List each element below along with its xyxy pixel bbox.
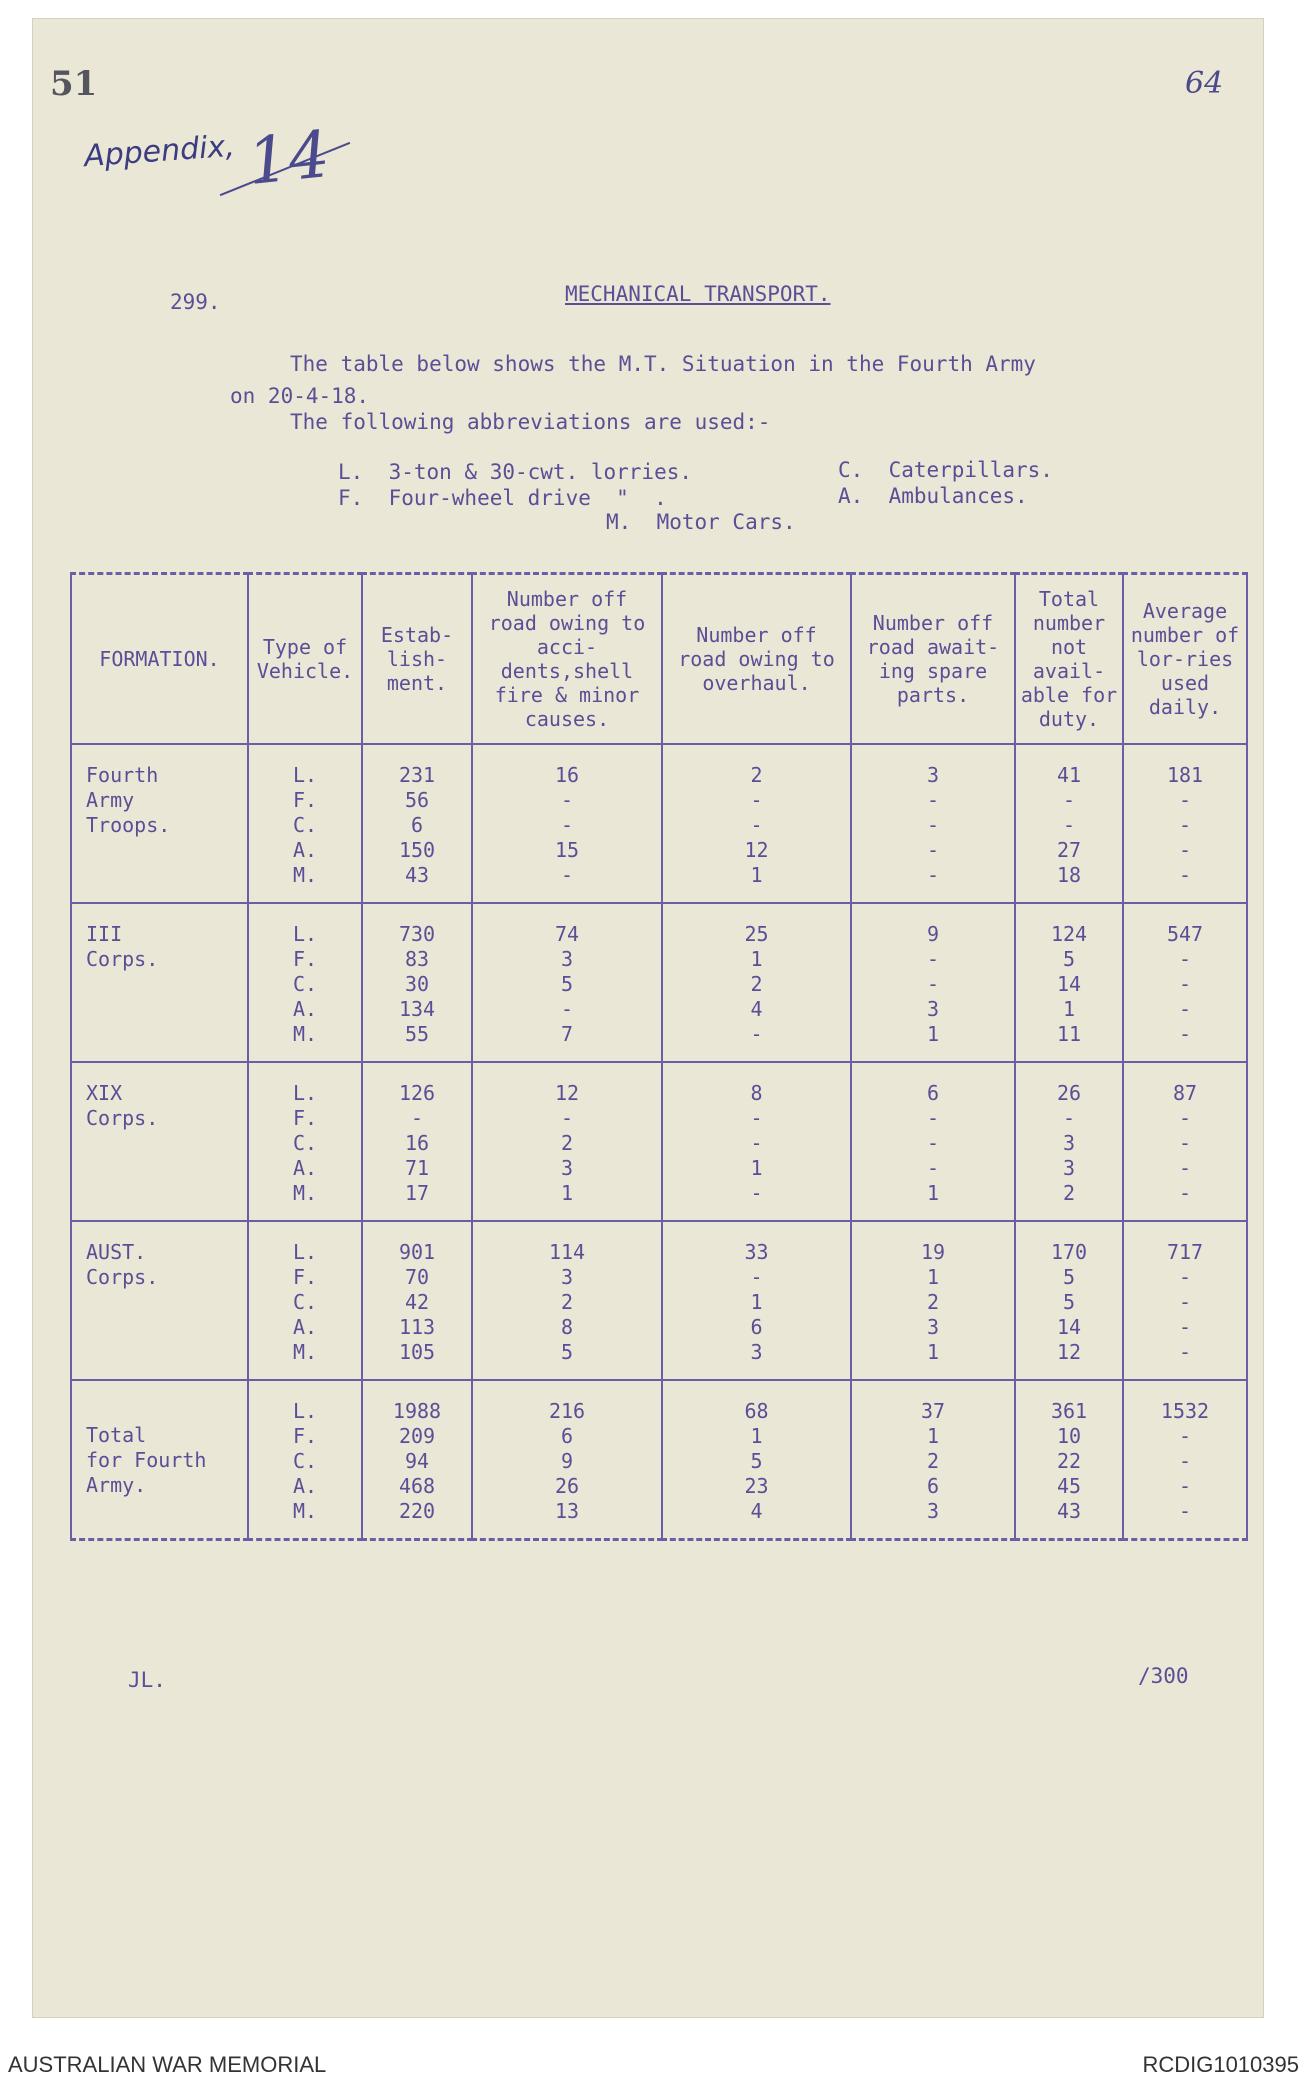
overhaul-value: 23 xyxy=(744,1474,769,1498)
average-daily-value: - xyxy=(1178,1474,1192,1498)
spares-value: - xyxy=(926,838,940,862)
total-unavailable-cell xyxy=(1015,1062,1123,1221)
spares-cell xyxy=(851,744,1015,903)
accidents-value: 74 xyxy=(554,922,580,946)
average-daily-value: - xyxy=(1178,1131,1192,1155)
formation-cell xyxy=(71,903,248,1062)
accidents-cell xyxy=(472,903,662,1062)
table-row xyxy=(71,1221,1247,1380)
vehicle-types-value: A. xyxy=(292,1474,318,1498)
appendix-label: Appendix, xyxy=(82,128,236,175)
overhaul-value: 33 xyxy=(744,1240,769,1264)
spares-value: 1 xyxy=(926,1340,940,1364)
abbreviation-m: M. Motor Cars. xyxy=(606,510,796,534)
accidents-cell xyxy=(472,1221,662,1380)
spares-value: 1 xyxy=(926,1424,940,1448)
vehicle-types-cell xyxy=(248,744,362,903)
spares-value: 3 xyxy=(926,1499,940,1523)
overhaul-value: 4 xyxy=(750,1499,763,1523)
vehicle-types-value: M. xyxy=(292,1022,318,1046)
accidents-value: 12 xyxy=(554,1081,580,1105)
overhaul-value: 6 xyxy=(750,1315,763,1339)
formation-line: XIX xyxy=(86,1081,123,1105)
overhaul-value: 1 xyxy=(750,863,763,887)
overhaul-cell xyxy=(662,1062,851,1221)
spares-value: 3 xyxy=(926,1315,940,1339)
average-daily-value: 547 xyxy=(1166,922,1204,946)
vehicle-types-cell xyxy=(248,1221,362,1380)
overhaul-value: - xyxy=(750,813,763,837)
accidents-value: 2 xyxy=(560,1290,574,1314)
average-daily-value: - xyxy=(1178,788,1192,812)
header-formation: FORMATION. xyxy=(71,574,248,745)
accidents-value: 114 xyxy=(548,1240,586,1264)
abbreviation-c: C. Caterpillars. xyxy=(838,458,1053,482)
spares-cell xyxy=(851,1380,1015,1540)
total-unavailable-value: 27 xyxy=(1056,838,1082,862)
formation-line: Corps. xyxy=(86,1265,159,1289)
accidents-value: - xyxy=(560,997,574,1021)
overhaul-value: 8 xyxy=(750,1081,763,1105)
average-daily-value: - xyxy=(1178,1499,1192,1523)
average-daily-cell xyxy=(1123,1062,1247,1221)
overhaul-value: - xyxy=(750,1131,763,1155)
vehicle-types-cell xyxy=(248,1062,362,1221)
establishment-value: 220 xyxy=(398,1499,436,1523)
total-unavailable-value: 10 xyxy=(1056,1424,1082,1448)
archive-reference: RCDIG1010395 xyxy=(1142,2052,1299,2077)
vehicle-types-value: M. xyxy=(292,1340,318,1364)
formation-line: Corps. xyxy=(86,1106,159,1130)
intro-line-3: The following abbreviations are used:- xyxy=(290,410,771,434)
appendix-number: 14 xyxy=(244,117,334,201)
accidents-value: - xyxy=(560,813,574,837)
accidents-value: 8 xyxy=(560,1315,574,1339)
total-unavailable-value: 12 xyxy=(1056,1340,1082,1364)
formation-line: Fourth xyxy=(86,763,159,787)
total-unavailable-value: 11 xyxy=(1056,1022,1082,1046)
average-daily-cell xyxy=(1123,903,1247,1062)
total-unavailable-value: - xyxy=(1062,813,1076,837)
spares-value: - xyxy=(926,863,940,887)
abbreviation-l: L. 3-ton & 30-cwt. lorries. xyxy=(338,460,693,484)
establishment-value: 901 xyxy=(398,1240,436,1264)
total-unavailable-value: - xyxy=(1062,788,1076,812)
average-daily-value: - xyxy=(1178,947,1192,971)
total-unavailable-value: 1 xyxy=(1062,997,1076,1021)
establishment-value: 70 xyxy=(404,1265,430,1289)
vehicle-types-value: F. xyxy=(292,1424,318,1448)
spares-value: 1 xyxy=(926,1022,940,1046)
mt-situation-table xyxy=(70,572,1248,1541)
accidents-value: - xyxy=(560,788,574,812)
accidents-value: 216 xyxy=(548,1399,586,1423)
typist-initials: JL. xyxy=(128,1668,166,1692)
spares-value: 2 xyxy=(926,1290,940,1314)
accidents-value: 3 xyxy=(560,1156,574,1180)
spares-value: - xyxy=(926,788,940,812)
establishment-value: 1988 xyxy=(392,1399,442,1423)
table-row xyxy=(71,1380,1247,1540)
spares-cell xyxy=(851,903,1015,1062)
header-establishment: Estab-lish-ment. xyxy=(362,574,472,745)
accidents-cell xyxy=(472,744,662,903)
vehicle-types-value: C. xyxy=(292,813,318,837)
total-unavailable-value: 5 xyxy=(1062,947,1076,971)
overhaul-value: 1 xyxy=(750,1424,763,1448)
average-daily-value: 717 xyxy=(1166,1240,1204,1264)
total-unavailable-value: 43 xyxy=(1056,1499,1082,1523)
intro-line-2: on 20-4-18. xyxy=(230,384,370,408)
spares-value: - xyxy=(926,813,940,837)
vehicle-types-value: F. xyxy=(292,1265,318,1289)
total-unavailable-value: 22 xyxy=(1056,1449,1082,1473)
spares-value: 9 xyxy=(926,922,940,946)
average-daily-value: 87 xyxy=(1172,1081,1198,1105)
total-unavailable-value: 18 xyxy=(1056,863,1082,887)
overhaul-value: - xyxy=(750,788,763,812)
average-daily-value: - xyxy=(1178,972,1192,996)
spares-value: 19 xyxy=(920,1240,946,1264)
establishment-cell xyxy=(362,903,472,1062)
total-unavailable-value: 3 xyxy=(1062,1156,1076,1180)
total-unavailable-value: 2 xyxy=(1062,1181,1076,1205)
vehicle-types-value: L. xyxy=(292,922,318,946)
overhaul-cell xyxy=(662,903,851,1062)
spares-value: - xyxy=(926,1106,940,1130)
total-unavailable-cell xyxy=(1015,744,1123,903)
formation-line: Troops. xyxy=(86,813,171,837)
overhaul-value: 5 xyxy=(750,1449,763,1473)
accidents-value: 16 xyxy=(554,763,580,787)
average-daily-value: - xyxy=(1178,1315,1192,1339)
spares-value: 6 xyxy=(926,1474,940,1498)
overhaul-value: 4 xyxy=(750,997,763,1021)
vehicle-types-value: A. xyxy=(292,1315,318,1339)
document-heading: MECHANICAL TRANSPORT. xyxy=(565,282,831,306)
total-unavailable-value: 3 xyxy=(1062,1131,1076,1155)
establishment-value: 209 xyxy=(398,1424,436,1448)
formation-line: AUST. xyxy=(86,1240,147,1264)
vehicle-types-value: C. xyxy=(292,1131,318,1155)
folio-number: 64 xyxy=(1185,66,1224,101)
average-daily-value: - xyxy=(1178,1156,1192,1180)
overhaul-value: 12 xyxy=(744,838,769,862)
establishment-value: 43 xyxy=(404,863,430,887)
spares-value: 3 xyxy=(926,763,940,787)
establishment-value: 105 xyxy=(398,1340,436,1364)
accidents-cell xyxy=(472,1380,662,1540)
average-daily-value: - xyxy=(1178,1290,1192,1314)
table-header-row xyxy=(71,574,1247,745)
establishment-value: - xyxy=(410,1106,424,1130)
vehicle-types-cell xyxy=(248,903,362,1062)
spares-value: 2 xyxy=(926,1449,940,1473)
accidents-cell xyxy=(472,1062,662,1221)
vehicle-types-value: L. xyxy=(292,1081,318,1105)
average-daily-value: - xyxy=(1178,997,1192,1021)
average-daily-value: 1532 xyxy=(1160,1399,1210,1423)
establishment-value: 150 xyxy=(398,838,436,862)
accidents-value: 7 xyxy=(560,1022,574,1046)
vehicle-types-value: L. xyxy=(292,1240,318,1264)
vehicle-types-value: C. xyxy=(292,972,318,996)
total-unavailable-value: 45 xyxy=(1056,1474,1082,1498)
total-unavailable-cell xyxy=(1015,1380,1123,1540)
overhaul-value: 68 xyxy=(744,1399,769,1423)
overhaul-value: 3 xyxy=(750,1340,763,1364)
table-row xyxy=(71,744,1247,903)
average-daily-value: - xyxy=(1178,813,1192,837)
accidents-value: 6 xyxy=(560,1424,574,1448)
accidents-value: 26 xyxy=(554,1474,580,1498)
spares-cell xyxy=(851,1062,1015,1221)
formation-line: III xyxy=(86,922,123,946)
spares-value: - xyxy=(926,1156,940,1180)
vehicle-types-value: A. xyxy=(292,997,318,1021)
establishment-value: 71 xyxy=(404,1156,430,1180)
accidents-value: 9 xyxy=(560,1449,574,1473)
average-daily-value: - xyxy=(1178,838,1192,862)
abbreviation-a: A. Ambulances. xyxy=(838,484,1028,508)
total-unavailable-value: 5 xyxy=(1062,1290,1076,1314)
vehicle-types-value: M. xyxy=(292,863,318,887)
average-daily-value: - xyxy=(1178,1340,1192,1364)
vehicle-types-value: F. xyxy=(292,788,318,812)
vehicle-types-value: M. xyxy=(292,1499,318,1523)
accidents-value: - xyxy=(560,863,574,887)
total-unavailable-value: 14 xyxy=(1056,972,1082,996)
establishment-value: 126 xyxy=(398,1081,436,1105)
spares-value: 1 xyxy=(926,1181,940,1205)
establishment-value: 730 xyxy=(398,922,436,946)
formation-cell xyxy=(71,1062,248,1221)
vehicle-types-value: C. xyxy=(292,1449,318,1473)
average-daily-value: 181 xyxy=(1166,763,1204,787)
total-unavailable-cell xyxy=(1015,903,1123,1062)
total-unavailable-value: - xyxy=(1062,1106,1076,1130)
spares-value: 6 xyxy=(926,1081,940,1105)
vehicle-types-value: F. xyxy=(292,947,318,971)
formation-cell xyxy=(71,1380,248,1540)
spares-cell xyxy=(851,1221,1015,1380)
average-daily-cell xyxy=(1123,744,1247,903)
average-daily-cell xyxy=(1123,1380,1247,1540)
formation-cell xyxy=(71,744,248,903)
establishment-value: 17 xyxy=(404,1181,430,1205)
abbreviation-f: F. Four-wheel drive " . xyxy=(338,486,667,510)
total-unavailable-value: 361 xyxy=(1050,1399,1088,1423)
spares-value: 1 xyxy=(926,1265,940,1289)
accidents-value: 5 xyxy=(560,1340,574,1364)
total-unavailable-value: 14 xyxy=(1056,1315,1082,1339)
average-daily-value: - xyxy=(1178,1106,1192,1130)
vehicle-types-value: A. xyxy=(292,1156,318,1180)
header-off-road-overhaul: Number off road owing to overhaul. xyxy=(662,574,851,745)
overhaul-value: 1 xyxy=(750,1290,763,1314)
spares-value: - xyxy=(926,947,940,971)
table-row xyxy=(71,903,1247,1062)
average-daily-value: - xyxy=(1178,1449,1192,1473)
spares-value: 3 xyxy=(926,997,940,1021)
formation-line: Corps. xyxy=(86,947,159,971)
total-unavailable-value: 124 xyxy=(1050,922,1088,946)
total-unavailable-value: 5 xyxy=(1062,1265,1076,1289)
average-daily-cell xyxy=(1123,1221,1247,1380)
establishment-value: 42 xyxy=(404,1290,430,1314)
establishment-value: 231 xyxy=(398,763,436,787)
establishment-value: 6 xyxy=(410,813,424,837)
formation-line: Army xyxy=(86,788,135,812)
paragraph-number: 299. xyxy=(170,290,221,314)
formation-cell xyxy=(71,1221,248,1380)
establishment-cell xyxy=(362,1221,472,1380)
vehicle-types-value: L. xyxy=(292,1399,318,1423)
average-daily-value: - xyxy=(1178,1022,1192,1046)
archive-credit: AUSTRALIAN WAR MEMORIAL xyxy=(8,2052,327,2077)
establishment-value: 30 xyxy=(404,972,430,996)
establishment-value: 55 xyxy=(404,1022,430,1046)
accidents-value: 15 xyxy=(554,838,580,862)
accidents-value: 5 xyxy=(560,972,574,996)
spares-value: - xyxy=(926,972,940,996)
spares-value: 37 xyxy=(920,1399,946,1423)
establishment-value: 83 xyxy=(404,947,430,971)
average-daily-value: - xyxy=(1178,1424,1192,1448)
next-paragraph-ref: /300 xyxy=(1138,1664,1189,1688)
establishment-value: 113 xyxy=(398,1315,436,1339)
overhaul-cell xyxy=(662,744,851,903)
vehicle-types-value: A. xyxy=(292,838,318,862)
header-vehicle-type: Type of Vehicle. xyxy=(248,574,362,745)
establishment-value: 16 xyxy=(404,1131,430,1155)
accidents-value: 13 xyxy=(554,1499,580,1523)
intro-line-1: The table below shows the M.T. Situation in the Fourth Army xyxy=(290,352,1036,376)
establishment-value: 134 xyxy=(398,997,436,1021)
total-unavailable-value: 26 xyxy=(1056,1081,1082,1105)
overhaul-value: - xyxy=(750,1022,763,1046)
vehicle-types-value: L. xyxy=(292,763,318,787)
overhaul-value: - xyxy=(750,1181,763,1205)
overhaul-cell xyxy=(662,1380,851,1540)
formation-line: for Fourth xyxy=(86,1448,207,1472)
overhaul-value: - xyxy=(750,1265,763,1289)
overhaul-cell xyxy=(662,1221,851,1380)
average-daily-value: - xyxy=(1178,1181,1192,1205)
accidents-value: 2 xyxy=(560,1131,574,1155)
total-unavailable-value: 170 xyxy=(1050,1240,1088,1264)
overhaul-value: 1 xyxy=(750,1156,763,1180)
establishment-cell xyxy=(362,744,472,903)
establishment-value: 468 xyxy=(398,1474,436,1498)
formation-line: Army. xyxy=(86,1473,147,1497)
accidents-value: 3 xyxy=(560,1265,574,1289)
average-daily-value: - xyxy=(1178,863,1192,887)
vehicle-types-value: M. xyxy=(292,1181,318,1205)
establishment-cell xyxy=(362,1062,472,1221)
spares-value: - xyxy=(926,1131,940,1155)
establishment-value: 56 xyxy=(404,788,430,812)
header-total-not-available: Total number not avail-able for duty. xyxy=(1015,574,1123,745)
header-off-road-accidents: Number off road owing to acci-dents,shell fire & minor causes. xyxy=(472,574,662,745)
total-unavailable-value: 41 xyxy=(1056,763,1082,787)
table-row xyxy=(71,1062,1247,1221)
establishment-cell xyxy=(362,1380,472,1540)
vehicle-types-value: C. xyxy=(292,1290,318,1314)
overhaul-value: 25 xyxy=(744,922,769,946)
overhaul-value: 2 xyxy=(750,972,763,996)
total-unavailable-cell xyxy=(1015,1221,1123,1380)
accidents-value: 1 xyxy=(560,1181,574,1205)
vehicle-types-value: F. xyxy=(292,1106,318,1130)
page-stamp-number: 51 xyxy=(50,64,98,104)
accidents-value: 3 xyxy=(560,947,574,971)
overhaul-value: 1 xyxy=(750,947,763,971)
header-awaiting-spares: Number off road await-ing spare parts. xyxy=(851,574,1015,745)
formation-line: Total xyxy=(86,1423,147,1447)
average-daily-value: - xyxy=(1178,1265,1192,1289)
vehicle-types-cell xyxy=(248,1380,362,1540)
establishment-value: 94 xyxy=(404,1449,430,1473)
overhaul-value: - xyxy=(750,1106,763,1130)
header-average-lorries: Average number of lor-ries used daily. xyxy=(1123,574,1247,745)
overhaul-value: 2 xyxy=(750,763,763,787)
accidents-value: - xyxy=(560,1106,574,1130)
